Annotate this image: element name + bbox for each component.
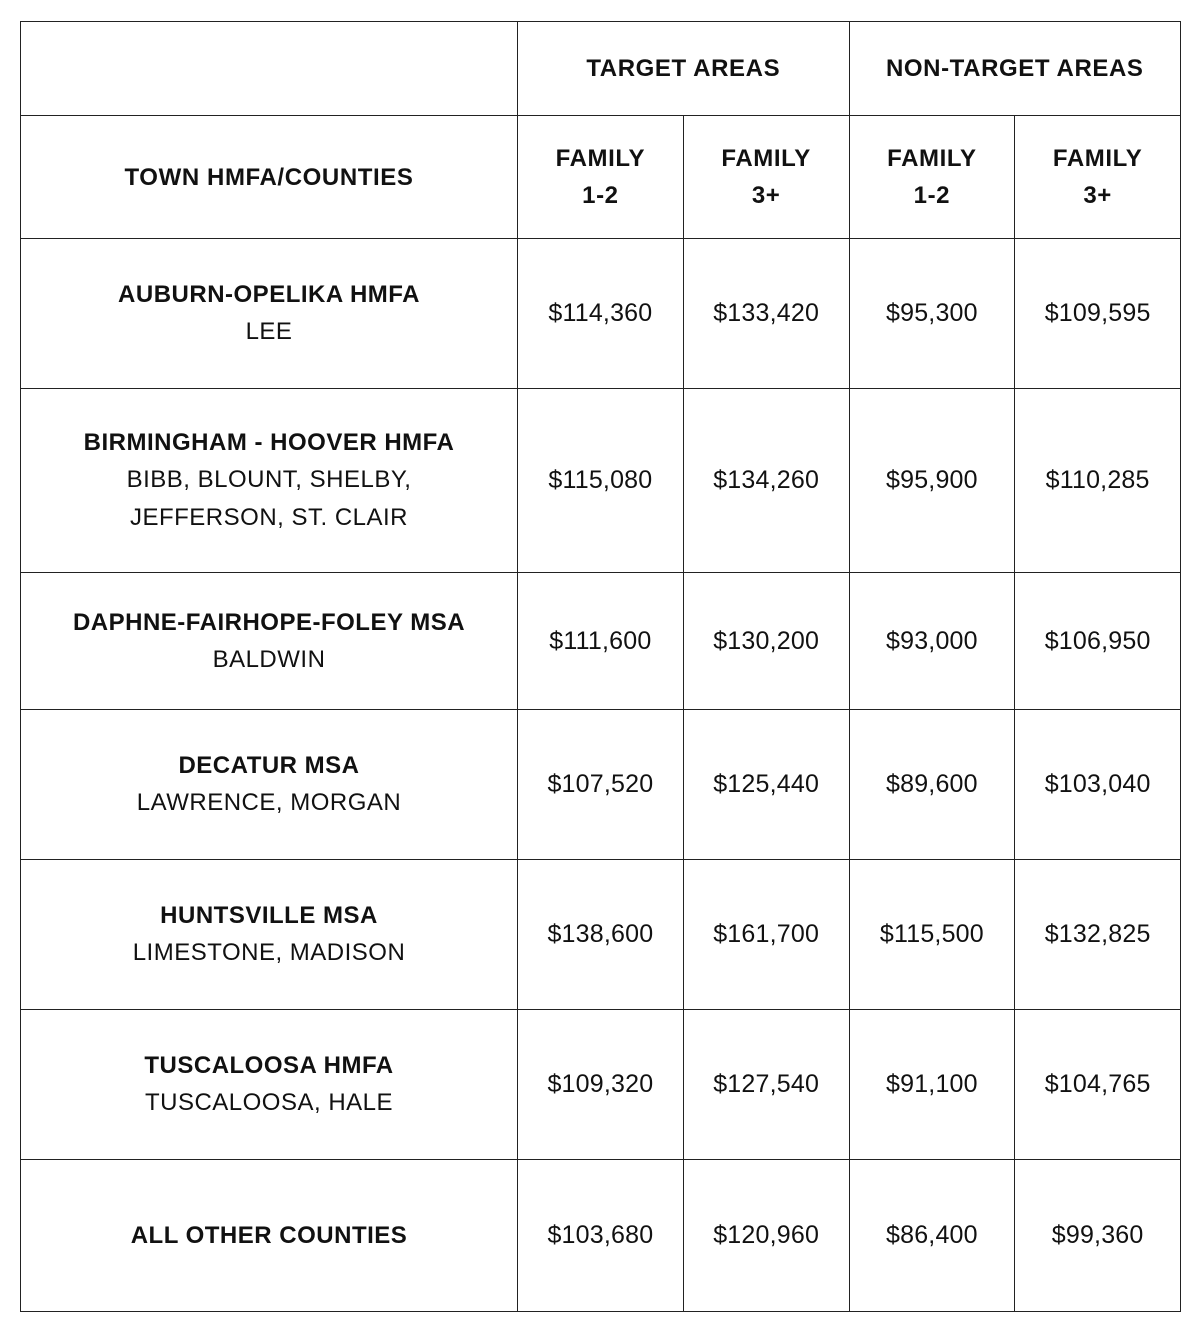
non-target-family-1-2-value: $93,000	[849, 573, 1015, 710]
non-target-family-3-plus-value: $104,765	[1015, 1010, 1181, 1160]
family-size-header-row	[21, 116, 1181, 239]
family-label: FAMILY	[887, 145, 977, 172]
target-areas-header: TARGET AREAS	[518, 22, 850, 116]
non-target-family-1-2-value: $95,900	[849, 389, 1015, 573]
region-cell	[21, 239, 518, 389]
region-name: BIRMINGHAM - HOOVER HMFA	[83, 429, 455, 456]
non-target-family-1-2-value: $95,300	[849, 239, 1015, 389]
county-list: LEE	[245, 318, 293, 345]
region-name: TUSCALOOSA HMFA	[144, 1052, 394, 1079]
non-target-family-3-plus-value: $132,825	[1015, 860, 1181, 1010]
income-limits-table	[20, 21, 1181, 1312]
family-size-label: 3+	[1083, 182, 1112, 209]
target-family-1-2-value: $103,680	[518, 1160, 684, 1312]
region-name: AUBURN-OPELIKA HMFA	[118, 281, 420, 308]
target-family-1-2-value: $109,320	[518, 1010, 684, 1160]
table-row	[21, 239, 1181, 389]
table-row	[21, 1160, 1181, 1312]
target-family-3-plus-value: $133,420	[683, 239, 849, 389]
town-column-header: TOWN HMFA/COUNTIES	[21, 116, 518, 239]
table-row	[21, 860, 1181, 1010]
area-group-header-row	[21, 22, 1181, 116]
target-family-3-plus-value: $134,260	[683, 389, 849, 573]
non-target-family-3-plus-header	[1015, 116, 1181, 239]
non-target-family-1-2-value: $86,400	[849, 1160, 1015, 1312]
non-target-family-3-plus-value: $110,285	[1015, 389, 1181, 573]
table-row	[21, 1010, 1181, 1160]
family-label: FAMILY	[1052, 145, 1143, 172]
target-family-1-2-header	[518, 116, 684, 239]
table-row	[21, 573, 1181, 710]
family-size-label: 1-2	[582, 182, 619, 209]
empty-corner-cell	[21, 22, 518, 116]
family-size-label: 1-2	[913, 182, 951, 209]
family-label: FAMILY	[555, 145, 646, 172]
non-target-areas-header: NON-TARGET AREAS	[849, 22, 1181, 116]
target-family-1-2-value: $107,520	[518, 710, 684, 860]
table-row	[21, 389, 1181, 573]
family-size-label: 3+	[751, 182, 781, 209]
region-cell	[21, 573, 518, 710]
region-cell	[21, 389, 518, 573]
region-name: DAPHNE-FAIRHOPE-FOLEY MSA	[72, 608, 466, 636]
target-family-3-plus-header	[683, 116, 849, 239]
target-family-1-2-value: $114,360	[518, 239, 684, 389]
non-target-family-3-plus-value: $99,360	[1015, 1160, 1181, 1312]
table-row	[21, 710, 1181, 860]
region-name: ALL OTHER COUNTIES	[130, 1222, 408, 1249]
region-cell	[21, 1010, 518, 1160]
county-list: JEFFERSON, ST. CLAIR	[129, 504, 409, 531]
non-target-family-3-plus-value: $103,040	[1015, 710, 1181, 860]
family-label: FAMILY	[721, 145, 811, 172]
county-list: LIMESTONE, MADISON	[132, 939, 406, 966]
target-family-1-2-value: $138,600	[518, 860, 684, 1010]
county-list: BALDWIN	[212, 645, 326, 673]
target-family-3-plus-value: $125,440	[683, 710, 849, 860]
region-cell	[21, 1160, 518, 1312]
region-cell	[21, 860, 518, 1010]
target-family-3-plus-value: $120,960	[683, 1160, 849, 1312]
county-list: LAWRENCE, MORGAN	[136, 789, 402, 816]
non-target-family-1-2-value: $89,600	[849, 710, 1015, 860]
target-family-3-plus-value: $161,700	[683, 860, 849, 1010]
region-name: HUNTSVILLE MSA	[160, 902, 378, 929]
non-target-family-3-plus-value: $106,950	[1015, 573, 1181, 710]
target-family-1-2-value: $111,600	[518, 573, 684, 710]
region-name: DECATUR MSA	[178, 752, 360, 779]
target-family-3-plus-value: $127,540	[683, 1010, 849, 1160]
target-family-3-plus-value: $130,200	[683, 573, 849, 710]
county-list: BIBB, BLOUNT, SHELBY,	[126, 466, 412, 493]
non-target-family-1-2-value: $115,500	[849, 860, 1015, 1010]
non-target-family-3-plus-value: $109,595	[1015, 239, 1181, 389]
non-target-family-1-2-header	[849, 116, 1015, 239]
county-list: TUSCALOOSA, HALE	[144, 1089, 394, 1116]
non-target-family-1-2-value: $91,100	[849, 1010, 1015, 1160]
target-family-1-2-value: $115,080	[518, 389, 684, 573]
region-cell	[21, 710, 518, 860]
